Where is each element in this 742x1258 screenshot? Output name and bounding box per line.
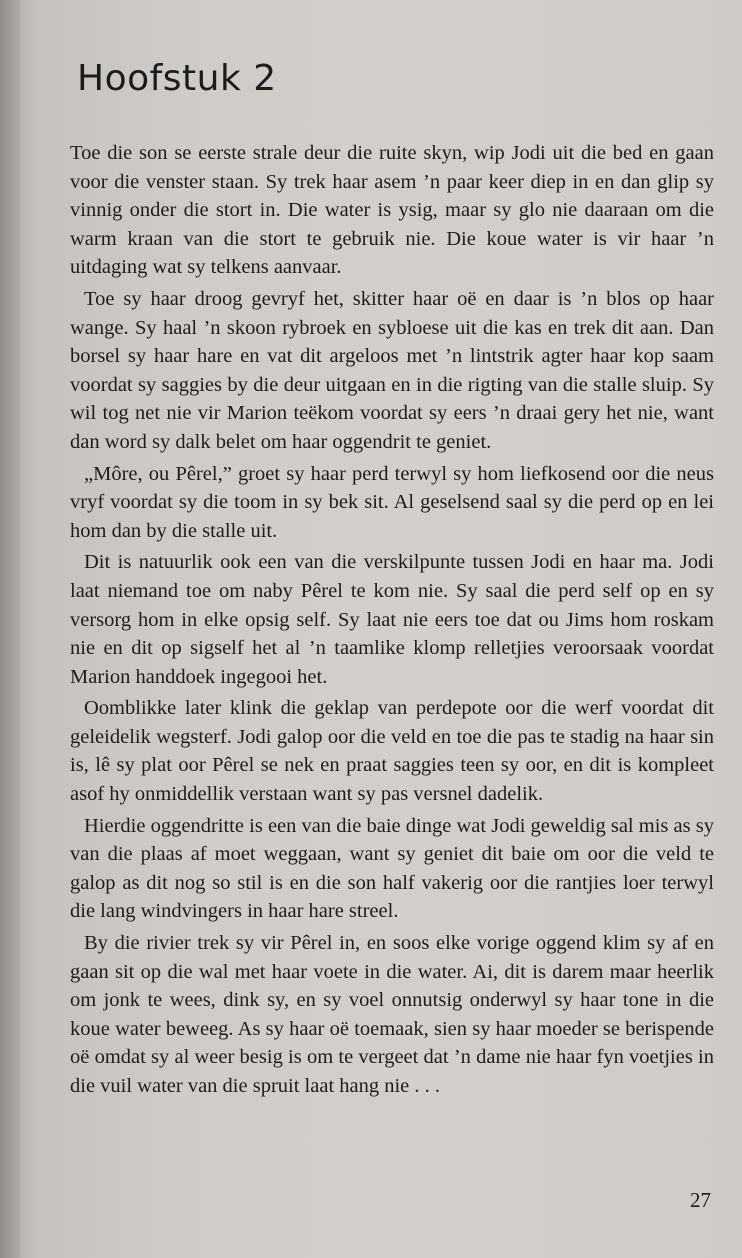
page-number: 27 (690, 1188, 711, 1212)
body-text (70, 139, 714, 1104)
paragraph-7: By die rivier trek sy vir Pêrel in, en soos elke vorige oggend klim sy af en gaan sit op die wal met haar voete in die water. Ai, dit is darem maar heerlik om jonk te wees, dink sy, en sy voel onnutsig onderwyl sy haar tone in die koue water beweeg. As sy haar oë toemaak, sien sy haar moeder se berispende oë omdat sy al weer besig is om te vergeet dat ’n dame nie haar fyn voetjies in die vuil water van die spruit laat hang nie . . . (70, 932, 714, 1097)
book-binding-edge (0, 0, 20, 1258)
paragraph-4: Dit is natuurlik ook een van die verskilpunte tussen Jodi en haar ma. Jodi laat niemand toe om naby Pêrel te kom nie. Sy saal die perd self op en sy versorg hom in elke opsig self. Sy laat nie eers toe dat ou Jims hom roskam nie en dit op sigself het al ’n taamlike klomp relletjies veroorsaak voordat Marion handdoek ingegooi het. (70, 551, 714, 688)
paragraph-3: „Môre, ou Pêrel,” groet sy haar perd terwyl sy hom liefkosend oor die neus vryf voordat sy die toom in sy bek sit. Al geselsend saal sy die perd op en lei hom dan by die stalle uit. (70, 462, 714, 542)
paragraph-2: Toe sy haar droog gevryf het, skitter haar oë en daar is ’n blos op haar wange. Sy haal ’n skoon rybroek en sybloese uit die kas en trek dit aan. Dan borsel sy haar hare en vat dit argeloos met ’n lintstrik agter haar kop saam voordat sy saggies by die deur uitgaan en in die rigting van die stalle sluip. Sy wil tog net nie vir Marion teëkom voordat sy eers ’n draai gery het nie, want dan word sy dalk belet om haar oggendrit te geniet. (70, 287, 714, 453)
paragraph-1: Toe die son se eerste strale deur die ruite skyn, wip Jodi uit die bed en gaan voor die venster staan. Sy trek haar asem ’n paar keer diep in en dan glip sy vinnig onder die stort in. Die water is ysig, maar sy glo nie daaraan om die warm kraan van die stort te gebruik nie. Die koue water is vir haar ’n uitdaging wat sy telkens aanvaar. (70, 142, 714, 279)
paragraph-6: Hierdie oggendritte is een van die baie dinge wat Jodi geweldig sal mis as sy van die plaas af moet weggaan, want sy geniet dit baie om oor die veld te galop as dit nog so stil is en die son half vakerig oor die rantjies loer terwyl die lang windvingers in haar hare streel. (70, 814, 714, 923)
chapter-heading: Hoofstuk 2 (77, 58, 277, 99)
paragraph-5: Oomblikke later klink die geklap van perdepote oor die werf voordat dit geleidelik wegsterf. Jodi galop oor die veld en toe die pas te stadig na haar sin is, lê sy plat oor Pêrel se nek en praat saggies teen sy oor, en dit is kompleet asof hy onmiddellik verstaan want sy pas versnel dadelik. (70, 697, 714, 806)
